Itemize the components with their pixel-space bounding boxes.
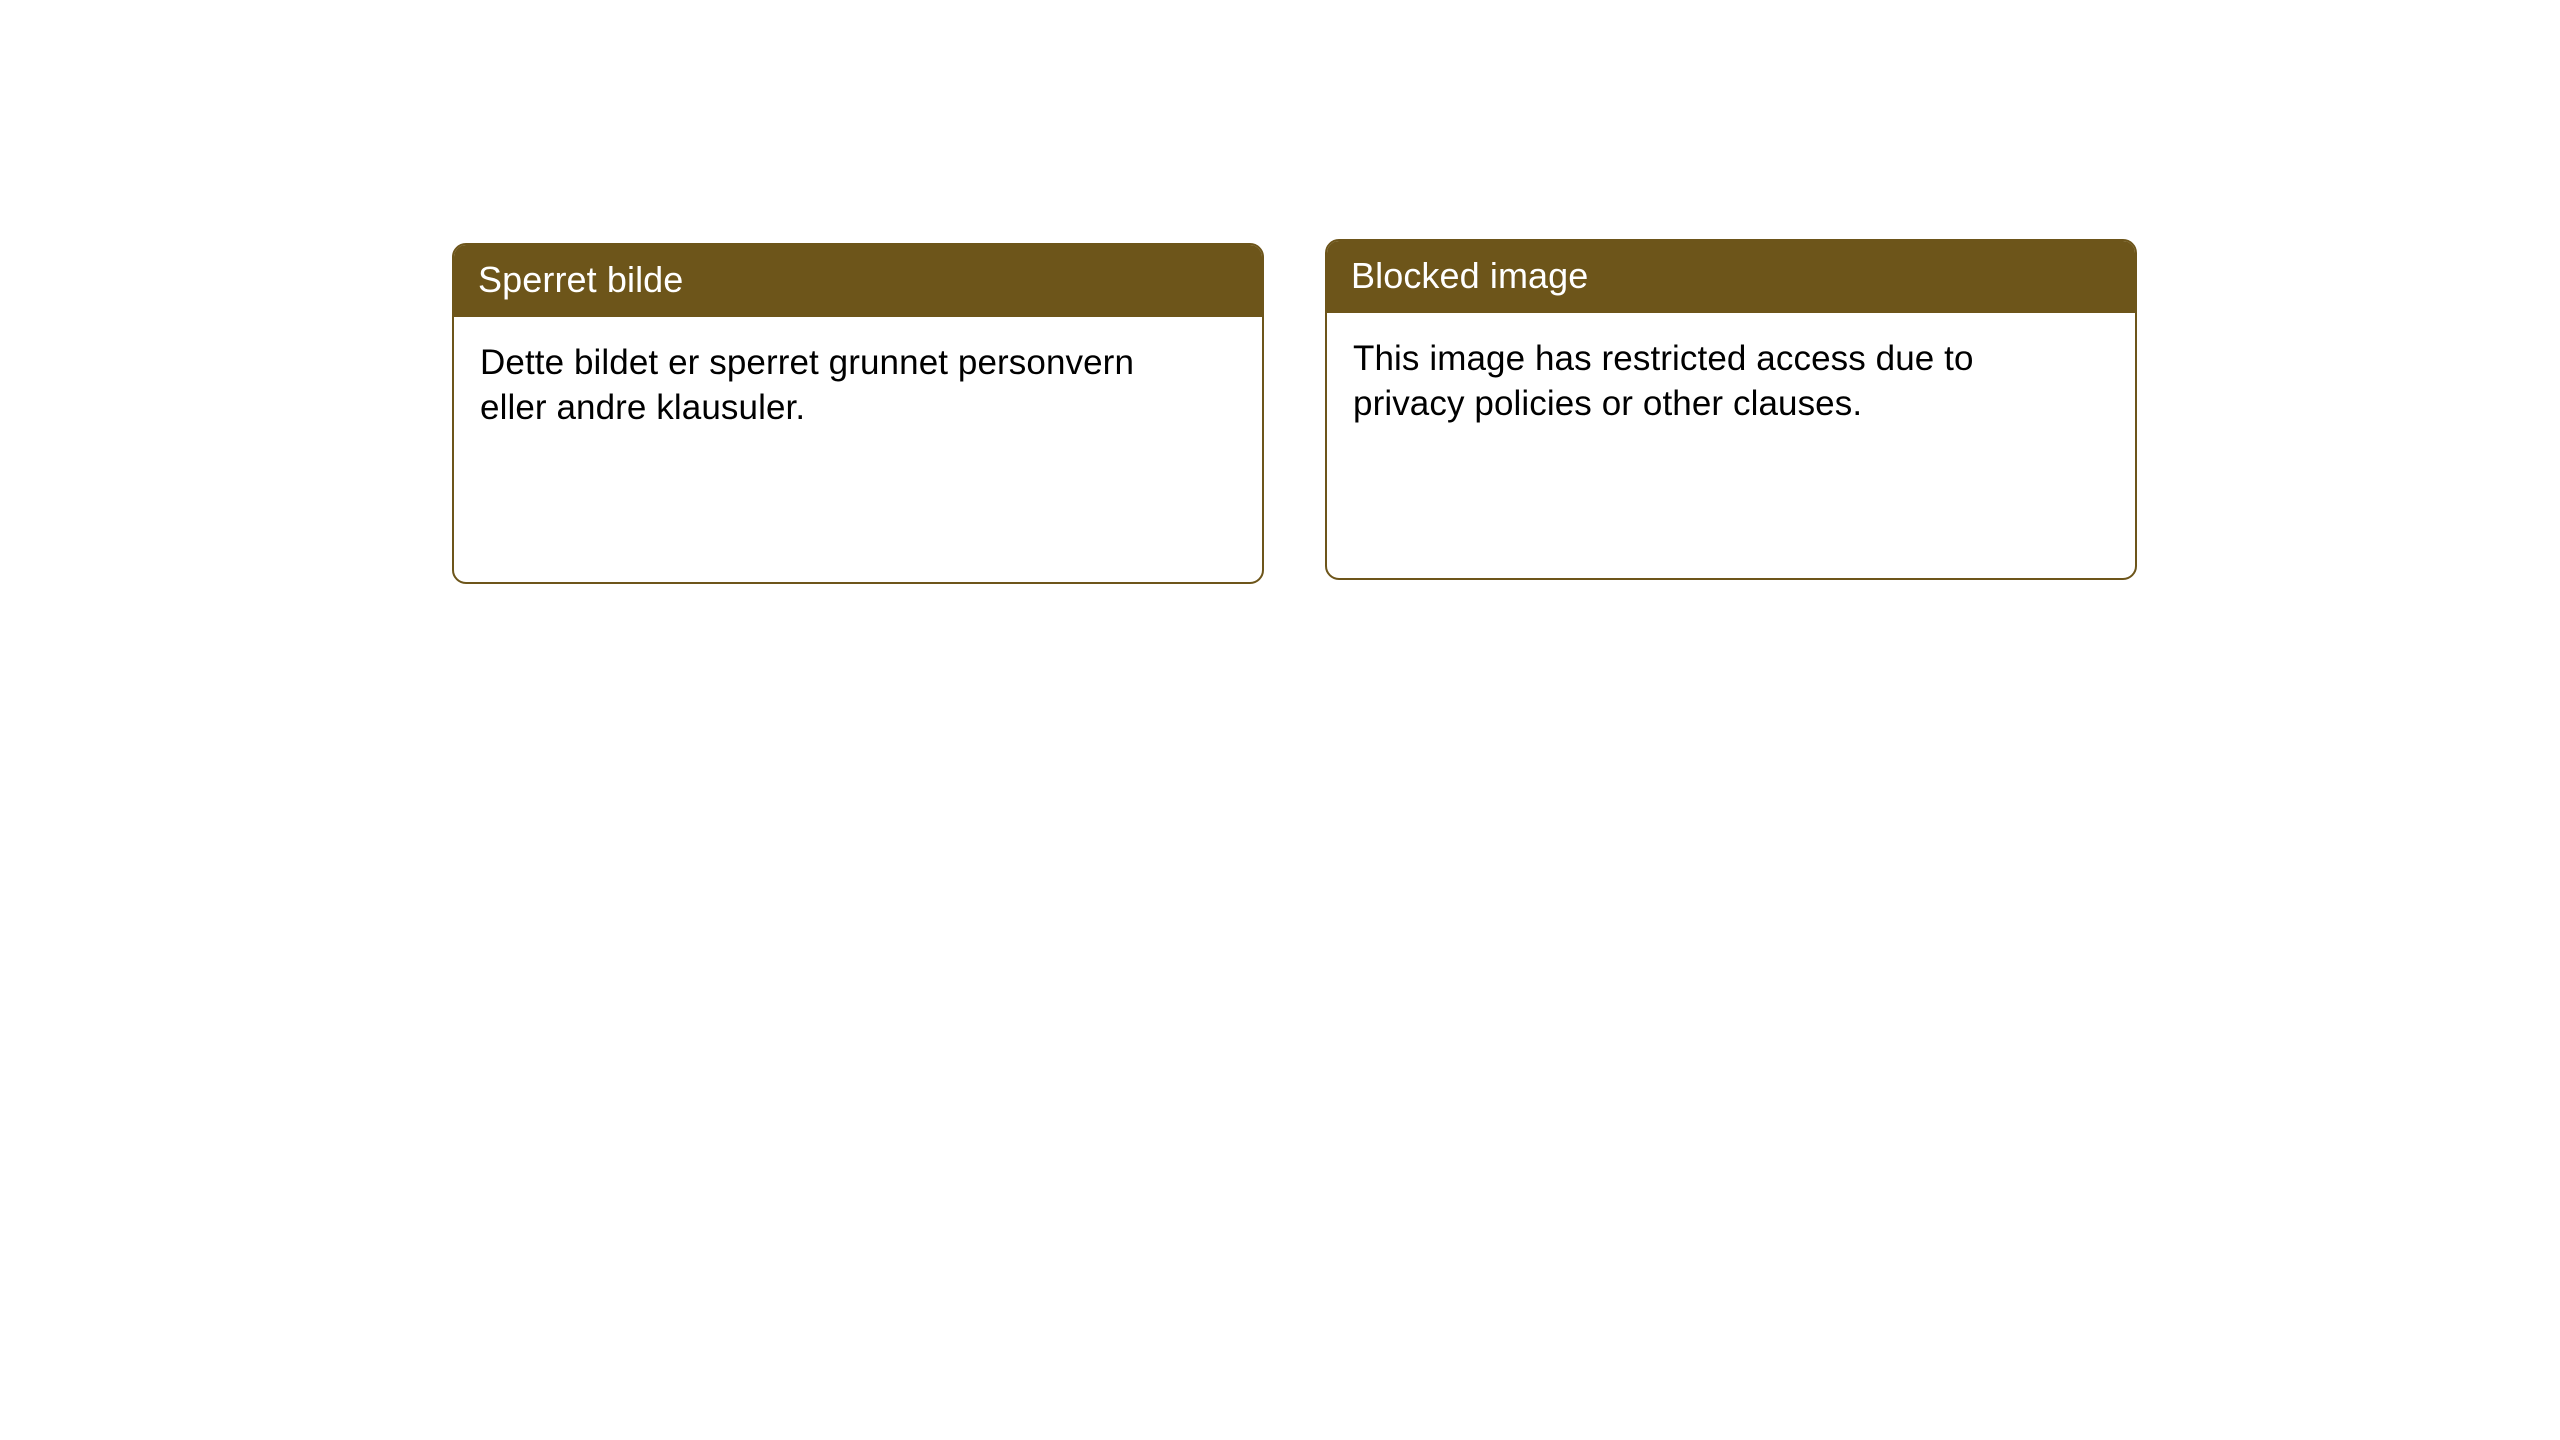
- notice-body-en: [1327, 313, 2135, 578]
- notice-message-en: This image has restricted access due to privacy policies or other clauses.: [1353, 339, 1974, 423]
- blocked-image-notice-en: [1325, 239, 2137, 580]
- notice-message-no: Dette bildet er sperret grunnet personvern eller andre klausuler.: [480, 343, 1135, 427]
- blocked-image-notice-no: [452, 243, 1264, 584]
- notice-title-no: Sperret bilde: [454, 245, 1262, 317]
- notice-body-no: [454, 317, 1262, 582]
- notice-title-en: Blocked image: [1327, 241, 2135, 313]
